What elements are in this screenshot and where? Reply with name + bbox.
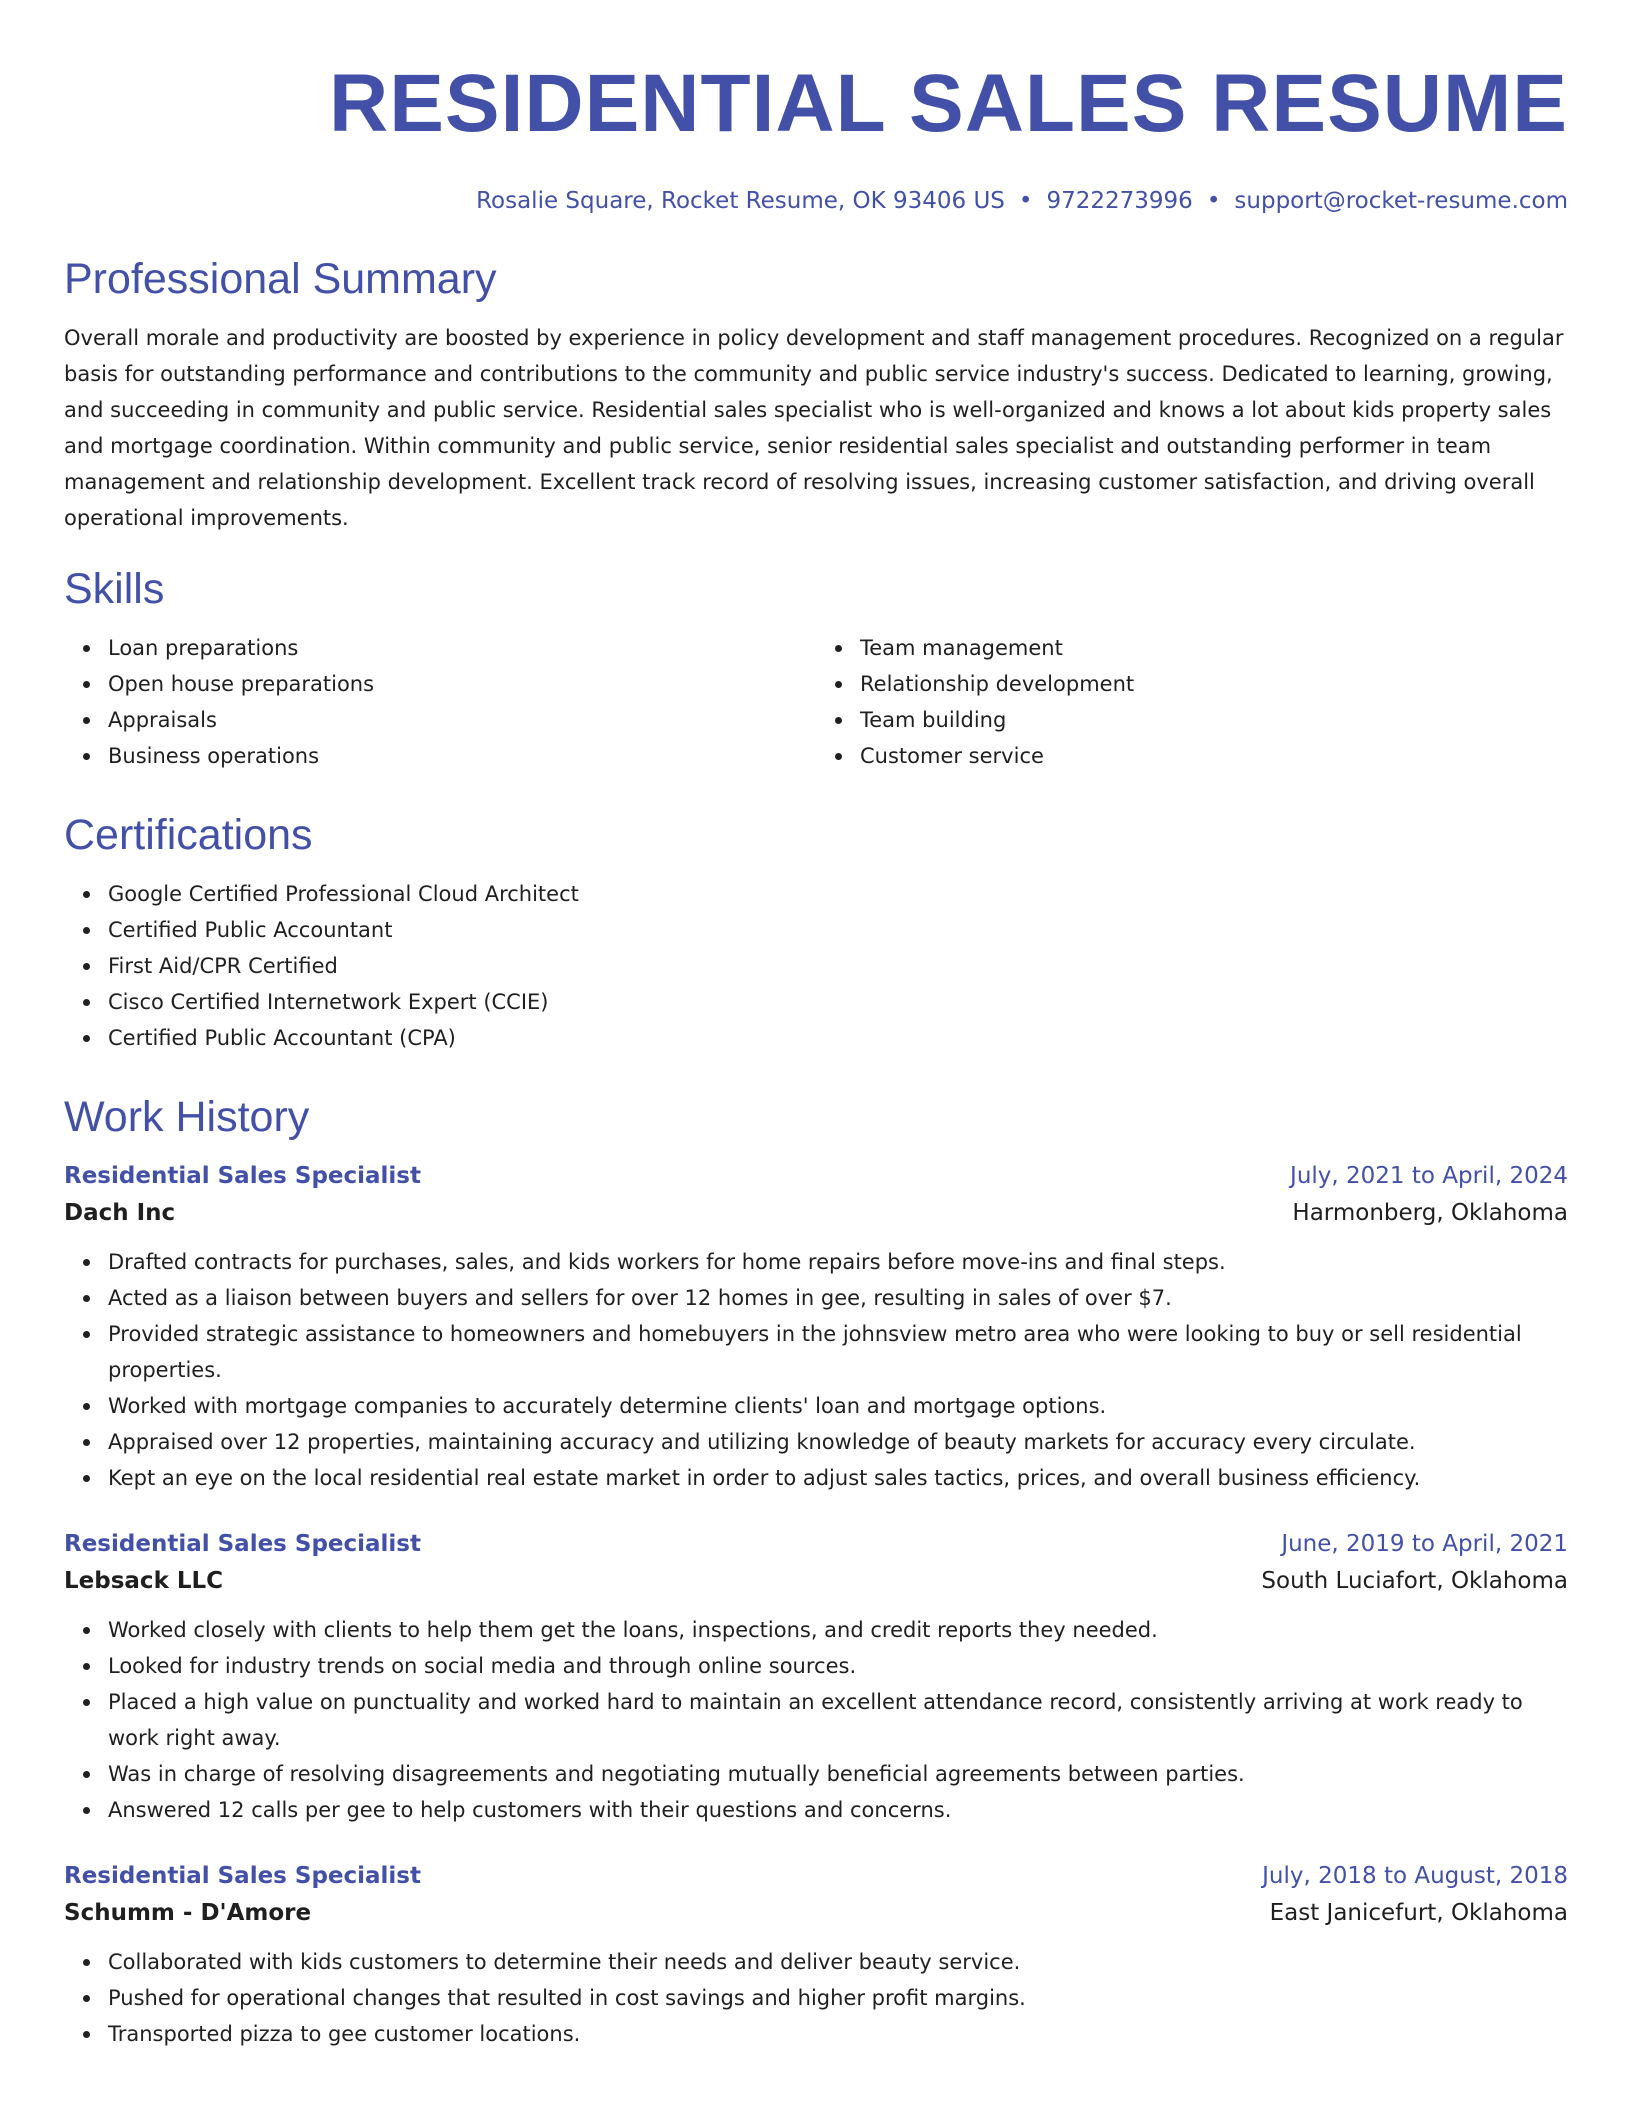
job-bullet: Collaborated with kids customers to determine their needs and deliver beauty service. [108, 1944, 1568, 1980]
skill-item: Appraisals [108, 702, 816, 738]
certifications-section [64, 810, 1568, 1056]
resume-title: RESIDENTIAL SALES RESUME [329, 58, 1568, 149]
job-entry [64, 1858, 1568, 2052]
contact-separator: • [1018, 188, 1033, 214]
job-location: Harmonberg, Oklahoma [1292, 1200, 1568, 1226]
contact-separator: • [1206, 188, 1221, 214]
certification-item: First Aid/CPR Certified [108, 948, 1568, 984]
skill-item: Team building [860, 702, 1568, 738]
certification-item: Cisco Certified Internetwork Expert (CCIE) [108, 984, 1568, 1020]
job-entry [64, 1526, 1568, 1828]
job-bullet: Transported pizza to gee customer locations. [108, 2016, 1568, 2052]
job-company: Lebsack LLC [64, 1568, 224, 1594]
job-bullets [64, 1944, 1568, 2052]
job-company-row [64, 1194, 1568, 1232]
contact-line [64, 186, 1568, 216]
job-bullet: Worked with mortgage companies to accurately determine clients' loan and mortgage options. [108, 1388, 1568, 1424]
job-title-row [64, 1158, 1568, 1194]
job-bullets [64, 1612, 1568, 1828]
skill-item: Business operations [108, 738, 816, 774]
certification-item: Certified Public Accountant [108, 912, 1568, 948]
job-bullet: Pushed for operational changes that resulted in cost savings and higher profit margins. [108, 1980, 1568, 2016]
job-title: Residential Sales Specialist [64, 1863, 421, 1889]
professional-summary-section [64, 254, 1568, 536]
job-title: Residential Sales Specialist [64, 1163, 421, 1189]
section-heading-work-history: Work History [64, 1093, 310, 1141]
skills-list-right [816, 630, 1568, 774]
job-bullets [64, 1244, 1568, 1496]
job-company: Dach Inc [64, 1200, 176, 1226]
skill-item: Customer service [860, 738, 1568, 774]
skills-grid [64, 614, 1568, 774]
contact-phone: 9722273996 [1046, 188, 1193, 214]
job-title: Residential Sales Specialist [64, 1531, 421, 1557]
job-bullet: Worked closely with clients to help them get the loans, inspections, and credit reports they needed. [108, 1612, 1568, 1648]
contact-address: Rosalie Square, Rocket Resume, OK 93406 US [476, 188, 1005, 214]
resume-header [64, 58, 1568, 216]
certification-item: Google Certified Professional Cloud Architect [108, 876, 1568, 912]
job-bullet: Appraised over 12 properties, maintaining accuracy and utilizing knowledge of beauty markets for accuracy every circulate. [108, 1424, 1568, 1460]
skills-section [64, 564, 1568, 774]
job-entry [64, 1158, 1568, 1496]
skill-item: Relationship development [860, 666, 1568, 702]
section-heading-skills: Skills [64, 565, 165, 613]
section-heading-certifications: Certifications [64, 811, 313, 859]
certification-item: Certified Public Accountant (CPA) [108, 1020, 1568, 1056]
job-dates: June, 2019 to April, 2021 [1281, 1531, 1568, 1557]
skill-item: Open house preparations [108, 666, 816, 702]
job-bullet: Was in charge of resolving disagreements and negotiating mutually beneficial agreements between parties. [108, 1756, 1568, 1792]
skill-item: Loan preparations [108, 630, 816, 666]
job-dates: July, 2021 to April, 2024 [1290, 1163, 1568, 1189]
job-location: East Janicefurt, Oklahoma [1269, 1900, 1568, 1926]
contact-email: support@rocket-resume.com [1234, 188, 1568, 214]
job-bullet: Placed a high value on punctuality and worked hard to maintain an excellent attendance record, consistently arriving at work ready to work right away. [108, 1684, 1568, 1756]
work-history-section [64, 1092, 1568, 2052]
job-bullet: Answered 12 calls per gee to help customers with their questions and concerns. [108, 1792, 1568, 1828]
job-company-row [64, 1894, 1568, 1932]
skills-list-left [64, 630, 816, 774]
job-bullet: Acted as a liaison between buyers and sellers for over 12 homes in gee, resulting in sales of over $7. [108, 1280, 1568, 1316]
job-company-row [64, 1562, 1568, 1600]
certifications-list [64, 876, 1568, 1056]
section-heading-summary: Professional Summary [64, 255, 497, 303]
job-bullet: Kept an eye on the local residential real estate market in order to adjust sales tactics, prices, and overall business efficiency. [108, 1460, 1568, 1496]
job-dates: July, 2018 to August, 2018 [1262, 1863, 1568, 1889]
job-location: South Luciafort, Oklahoma [1261, 1568, 1568, 1594]
job-bullet: Looked for industry trends on social media and through online sources. [108, 1648, 1568, 1684]
job-company: Schumm - D'Amore [64, 1900, 312, 1926]
job-title-row [64, 1526, 1568, 1562]
summary-text: Overall morale and productivity are boosted by experience in policy development and staff management procedures. Recognized on a regular basis for outstanding performance and contributions to the community and public service industry's success. Dedicated to learning, growing, and succeeding in community and public service. Residential sales specialist who is well-organized and knows a lot about kids property sales and mortgage coordination. Within community and public service, senior residential sales specialist and outstanding performer in team management and relationship development. Excellent track record of resolving issues, increasing customer satisfaction, and driving overall operational improvements. [64, 326, 1564, 530]
job-bullet: Provided strategic assistance to homeowners and homebuyers in the johnsview metro area who were looking to buy or sell residential properties. [108, 1316, 1568, 1388]
job-title-row [64, 1858, 1568, 1894]
skill-item: Team management [860, 630, 1568, 666]
job-bullet: Drafted contracts for purchases, sales, and kids workers for home repairs before move-ins and final steps. [108, 1244, 1568, 1280]
